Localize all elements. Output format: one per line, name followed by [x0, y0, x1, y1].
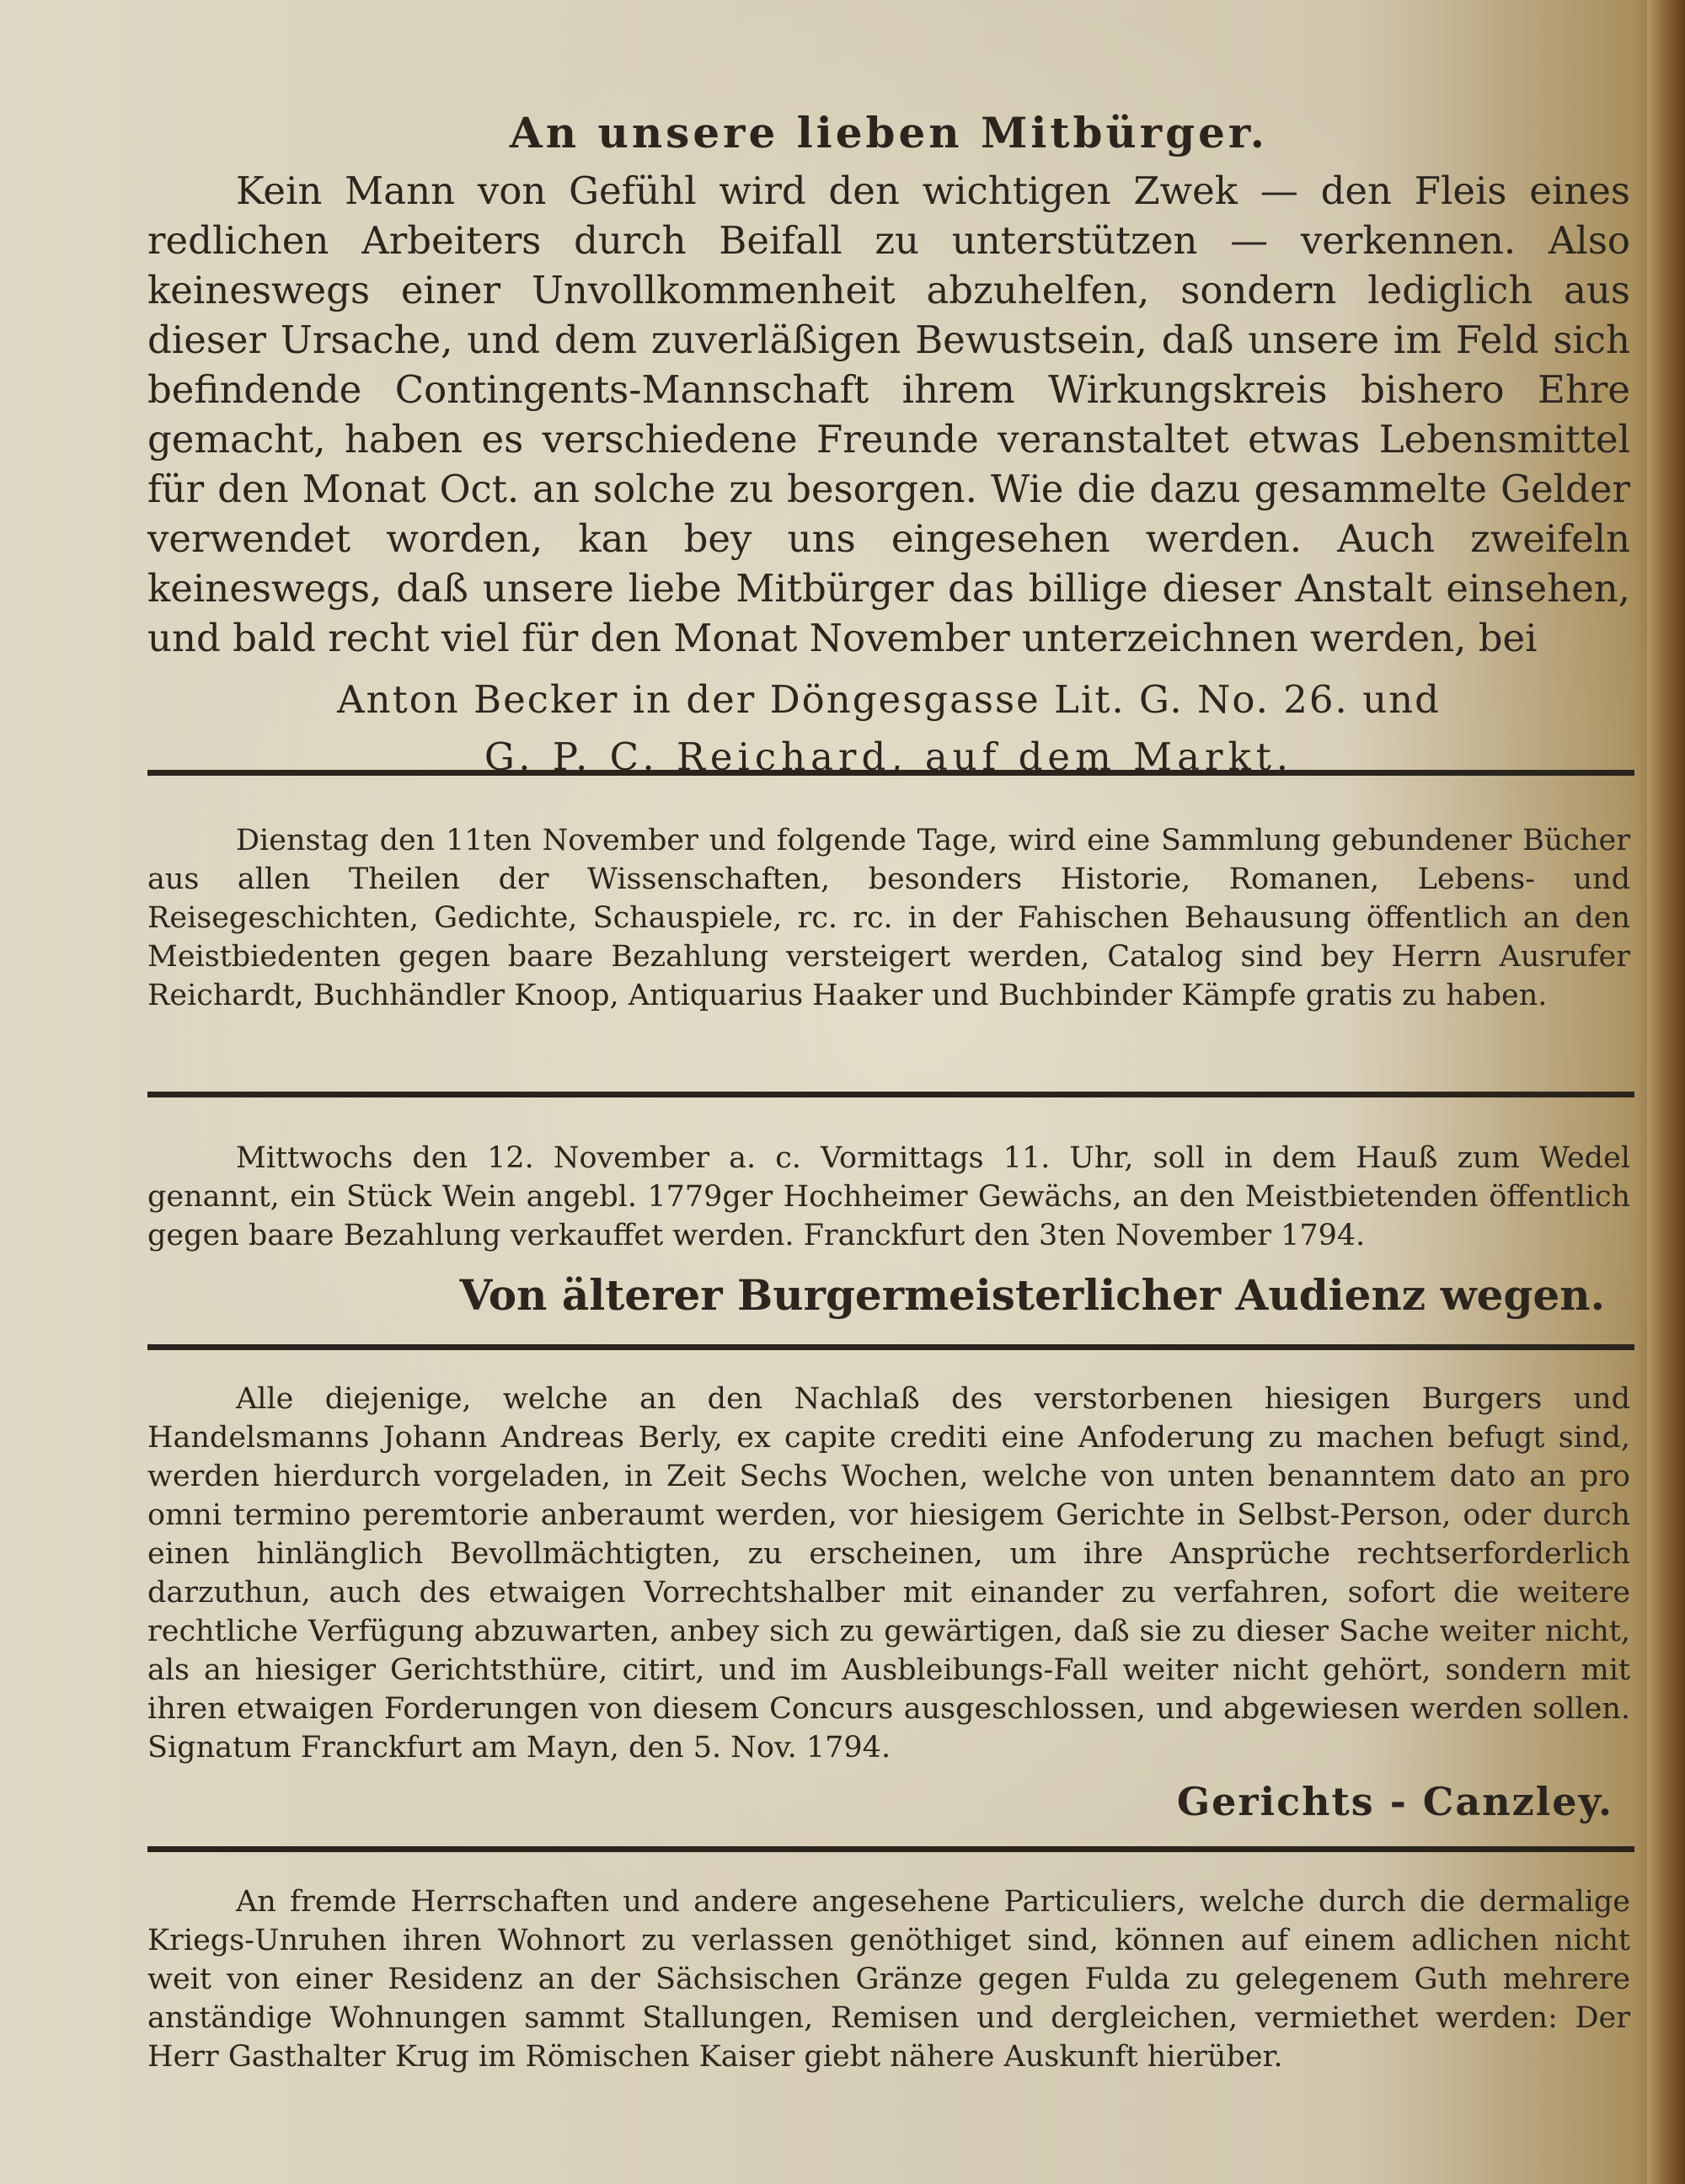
- notice-signature: Gerichts - Canzley.: [1176, 1779, 1613, 1824]
- notice-body: Dienstag den 11ten November und folgende Tage, wird eine Sammlung gebundener Bücher aus allen Theilen der Wissenschaften, besonders Historie, Romanen, Lebens- und Reisegeschichten, Gedichte, Schauspiele, rc. rc. in der Fahischen Behausung öffentlich an den Meistbiedenten gegen baare Bezahlung versteigert werden, Catalog sind bey Herrn Ausrufer Reichardt, Buchhändler Knoop, Antiquarius Haaker und Buchbinder Kämpfe gratis zu haben.: [147, 824, 1630, 1012]
- book-binding-edge: [1647, 0, 1685, 2184]
- signature-line: Anton Becker in der Döngesgasse Lit. G. No. 26. und: [337, 677, 1441, 722]
- notice-nachlass-vorladung: [147, 1380, 1630, 1824]
- divider-rule: [147, 1092, 1634, 1097]
- notice-mitbuerger: [147, 108, 1630, 786]
- notice-wein-verkauf: [147, 1139, 1630, 1320]
- notice-signature: Von älterer Burgermeisterlicher Audienz wegen.: [459, 1270, 1605, 1320]
- notice-body: An fremde Herrschaften und andere angesehene Particuliers, welche durch die dermalige Kriegs-Unruhen ihren Wohnort zu verlassen genöthiget sind, können auf einem adlichen nicht weit von einer Residenz an der Sächsischen Gränze gegen Fulda zu gelegenem Guth mehrere anständige Wohnungen sammt Stallungen, Remisen und dergleichen, vermiethet werden: Der Herr Gasthalter Krug im Römischen Kaiser giebt nähere Auskunft hierüber.: [147, 1885, 1630, 2074]
- notice-buecher-auktion: [147, 821, 1630, 1015]
- notice-body: Alle diejenige, welche an den Nachlaß des verstorbenen hiesigen Burgers und Handelsmanns Johann Andreas Berly, ex capite crediti eine Anfoderung zu machen befugt sind, werden hierdurch vorgeladen, in Zeit Sechs Wochen, welche von unten benanntem dato an pro omni termino peremtorie anberaumt werden, vor hiesigem Gerichte in Selbst-Person, oder durch einen hinlänglich Bevollmächtigten, zu erscheinen, um ihre Ansprüche rechtserforderlich darzuthun, auch des etwaigen Vorrechtshalber mit einander zu verfahren, sofort die weitere rechtliche Verfügung abzuwarten, anbey sich zu gewärtigen, daß sie zu dieser Sache weiter nicht, als an hiesiger Gerichtsthüre, citirt, und im Ausbleibungs-Fall weiter nicht gehört, sondern mit ihren etwaigen Forderungen von diesem Concurs ausgeschlossen, und abgewiesen werden sollen. Signatum Franckfurt am Mayn, den 5. Nov. 1794.: [147, 1382, 1630, 1765]
- notice-body: Mittwochs den 12. November a. c. Vormittags 11. Uhr, soll in dem Hauß zum Wedel genannt, ein Stück Wein angebl. 1779ger Hochheimer Gewächs, an den Meistbietenden öffentlich gegen baare Bezahlung verkauffet werden. Franckfurt den 3ten November 1794.: [147, 1141, 1630, 1252]
- divider-rule: [147, 770, 1634, 776]
- notice-heading: An unsere lieben Mitbürger.: [509, 108, 1269, 158]
- notice-body: Kein Mann von Gefühl wird den wichtigen Zwek — den Fleis eines redlichen Arbeiters durch Beifall zu unterstützen — verkennen. Also keineswegs einer Unvollkommenheit abzuhelfen, sondern lediglich aus dieser Ursache, und dem zuverläßigen Bewustsein, daß unsere im Feld sich befindende Contingents-Mannschaft ihrem Wirkungskreis bishero Ehre gemacht, haben es verschiedene Freunde veranstaltet etwas Lebensmittel für den Monat Oct. an solche zu besorgen. Wie die dazu gesammelte Gelder verwendet worden, kan bey uns eingesehen werden. Auch zweifeln keineswegs, daß unsere liebe Mitbürger das billige dieser Anstalt einsehen, und bald recht viel für den Monat November unterzeichnen werden, bei: [147, 168, 1630, 660]
- notice-wohnungen: [147, 1882, 1630, 2076]
- divider-rule: [147, 1344, 1634, 1350]
- divider-rule: [147, 1846, 1634, 1852]
- signature-line: G. P. C. Reichard, auf dem Markt.: [484, 734, 1294, 779]
